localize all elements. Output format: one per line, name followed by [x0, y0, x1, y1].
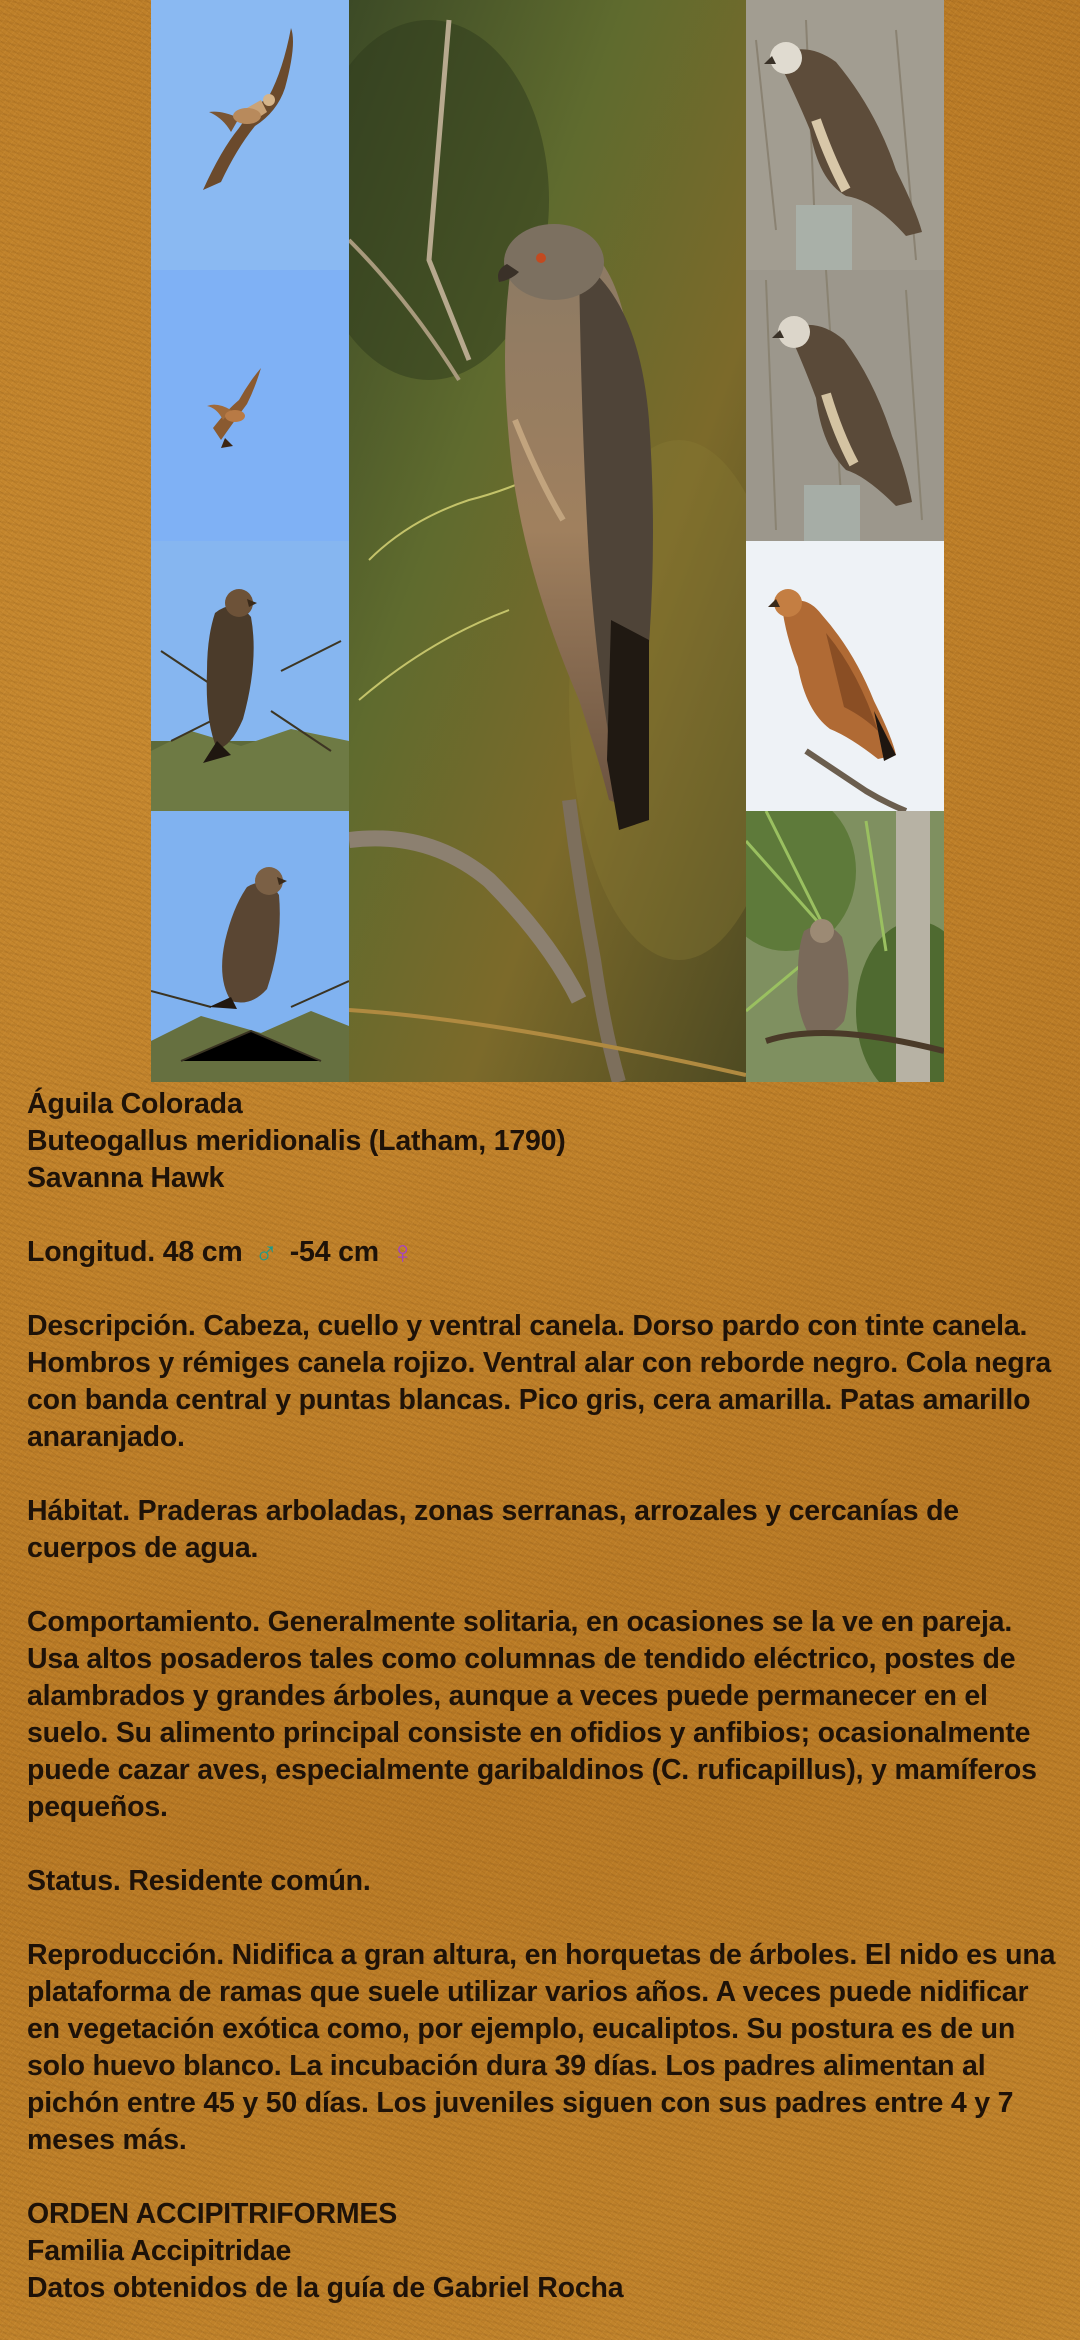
spacer — [27, 1900, 1057, 1937]
species-description — [27, 1086, 1057, 2307]
photo-hawk-flight-2 — [151, 270, 349, 541]
reproduction-paragraph: Reproducción. Nidifica a gran altura, en horquetas de árboles. El nido es una plataforma de ramas que suele utilizar varios años. A veces puede nidificar en vegetación exótica como, por ejemplo, eucaliptos. Su postura es de un solo huevo blanco. La incubación dura 39 días. Los padres alimentan al pichón entre 45 y 50 días. Los juveniles siguen con sus padres entre 4 y 7 meses más. — [27, 1939, 1056, 2156]
spacer — [27, 2159, 1057, 2196]
spacer — [27, 1567, 1057, 1604]
male-symbol-icon: ♂ — [254, 1234, 279, 1270]
photo-hawk-post-1 — [746, 0, 944, 270]
order-line: ORDEN ACCIPITRIFORMES — [27, 2198, 398, 2230]
spacer — [27, 1271, 1057, 1308]
length-prefix: Longitud. 48 cm — [27, 1236, 243, 1268]
length-line — [27, 1234, 1057, 1271]
habitat-paragraph: Hábitat. Praderas arboladas, zonas serranas, arrozales y cercanías de cuerpos de agua. — [27, 1495, 959, 1564]
spacer — [27, 1826, 1057, 1863]
length-mid: -54 cm — [289, 1236, 379, 1268]
status-paragraph: Status. Residente común. — [27, 1865, 371, 1897]
photo-hawk-post-2 — [746, 270, 944, 541]
description-paragraph: Descripción. Cabeza, cuello y ventral canela. Dorso pardo con tinte canela. Hombros y rémiges canela rojizo. Ventral alar con reborde negro. Cola negra con banda central y puntas blancas. Pico gris, cera amarilla. Patas amarillo anaranjado. — [27, 1310, 1051, 1453]
photo-hawk-foliage — [746, 811, 944, 1082]
female-symbol-icon: ♀ — [390, 1234, 415, 1270]
common-name: Águila Colorada — [27, 1088, 243, 1120]
photo-hawk-branch-sky — [746, 541, 944, 811]
english-name: Savanna Hawk — [27, 1162, 225, 1194]
source-line: Datos obtenidos de la guía de Gabriel Rocha — [27, 2272, 624, 2304]
photo-hawk-main — [349, 0, 746, 1082]
behavior-paragraph: Comportamiento. Generalmente solitaria, en ocasiones se la ve en pareja. Usa altos posaderos tales como columnas de tendido eléctrico, postes de alambrados y grandes árboles, aunque a veces puede permanecer en el suelo. Su alimento principal consiste en ofidios y anfibios; ocasionalmente puede cazar aves, especialmente garibaldinos (C. ruficapillus), y mamíferos pequeños. — [27, 1606, 1037, 1823]
photo-hawk-perched-tree-2 — [151, 811, 349, 1082]
spacer — [27, 1456, 1057, 1493]
scientific-name: Buteogallus meridionalis (Latham, 1790) — [27, 1125, 566, 1157]
photo-collage — [151, 0, 944, 1082]
family-line: Familia Accipitridae — [27, 2235, 292, 2267]
spacer — [27, 1197, 1057, 1234]
photo-hawk-flight-1 — [151, 0, 349, 270]
photo-hawk-perched-tree-1 — [151, 541, 349, 811]
